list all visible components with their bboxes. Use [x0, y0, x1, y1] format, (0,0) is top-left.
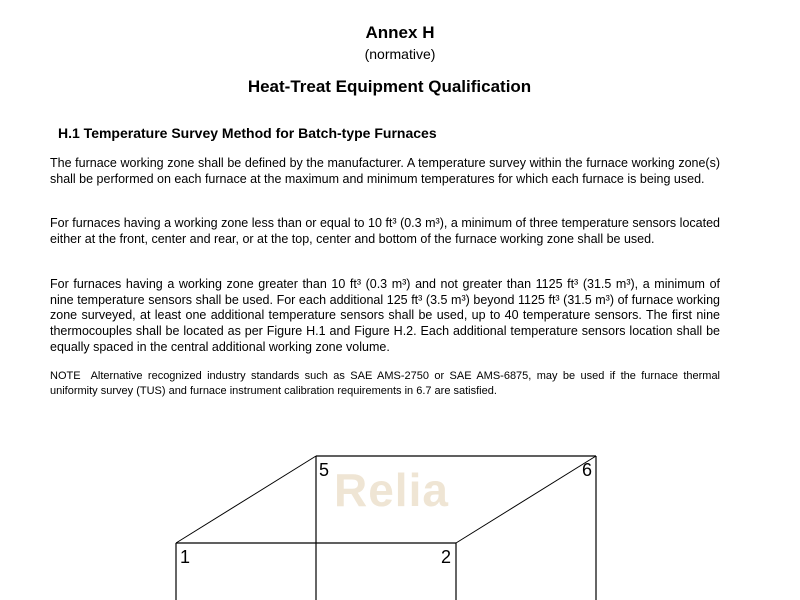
paragraph-small-furnace: For furnaces having a working zone less than or equal to 10 ft³ (0.3 m³), a minimum of three temperature sensors located either at the front, center and rear, or at the top, center and bottom of the furnace working zone shall be used.: [50, 216, 720, 246]
section-title: Heat-Treat Equipment Qualification: [247, 77, 532, 96]
corner-label-6: 6: [582, 460, 593, 480]
annex-title: Annex H: [365, 23, 435, 42]
figure-right-diagonal: [456, 456, 596, 543]
note-label: NOTE: [50, 370, 81, 382]
corner-label-1: 1: [180, 547, 191, 567]
note-text: Alternative recognized industry standards such as SAE AMS-2750 or SAE AMS-6875, may be used if the furnace thermal uniformity survey (TUS) and furnace instrument calibration requirements in 6.7 are satisfied.: [50, 370, 720, 397]
figure-left-diagonal: [176, 456, 316, 543]
paragraph-large-furnace: For furnaces having a working zone greater than 10 ft³ (0.3 m³) and not greater than 1125 ft³ (31.5 m³), a minimum of nine temperature sensors shall be used. For each additional 125 ft³ (3.5 m³) beyond 1125 ft³ (31.5 m³) of furnace working zone surveyed, at least one additional temperature sensors shall be used, up to 40 temperature sensors. The first nine thermocouples shall be located as per Figure H.1 and Figure H.2. Each additional temperature sensors location shall be equally spaced in the central additional working zone volume.: [50, 277, 720, 354]
corner-label-2: 2: [441, 547, 452, 567]
watermark-logo: Relia: [334, 464, 449, 516]
corner-label-5: 5: [319, 460, 330, 480]
paragraph-working-zone: The furnace working zone shall be defined by the manufacturer. A temperature survey within the furnace working zone(s) shall be performed on each furnace at the maximum and minimum temperatures for which each furnace is being used.: [50, 156, 720, 186]
clause-heading: H.1 Temperature Survey Method for Batch-type Furnaces: [58, 125, 437, 141]
annex-normative-label: (normative): [364, 46, 436, 62]
